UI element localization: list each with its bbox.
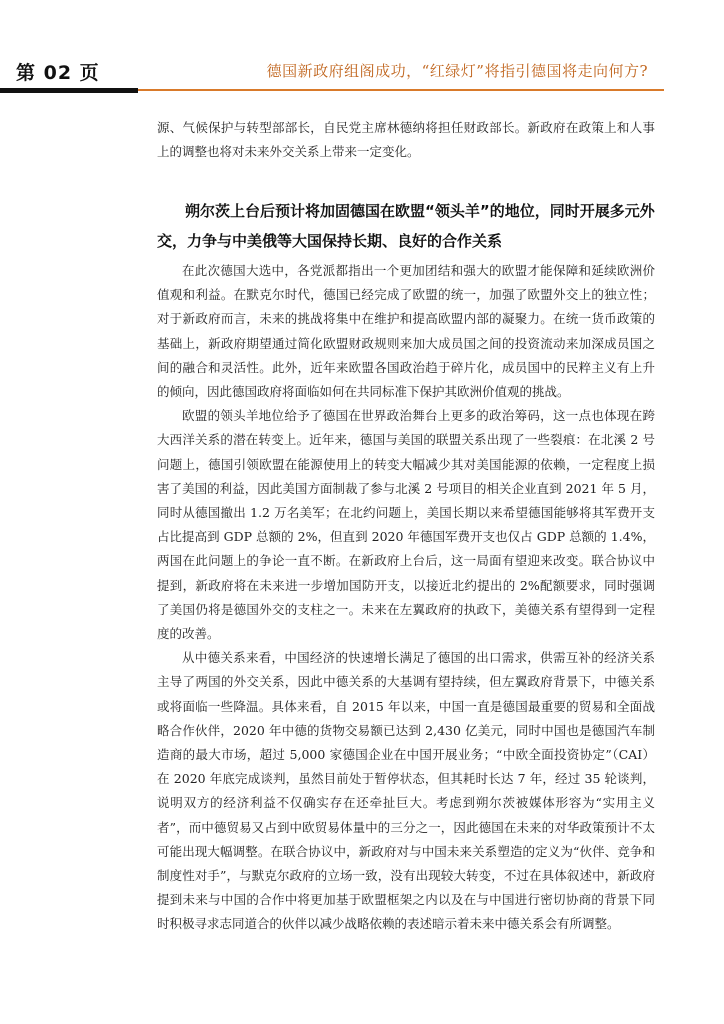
- section-heading: 朔尔茨上台后预计将加固德国在欧盟“领头羊”的地位，同时开展多元外交，力争与中美俄等大国保持长期、良好的合作关系: [157, 202, 655, 250]
- document-title: 德国新政府组阁成功，“红绿灯”将指引德国将走向何方?: [266, 62, 648, 80]
- page-number-label: 第 02 页: [16, 62, 100, 84]
- paragraph-transatlantic: 欧盟的领头羊地位给予了德国在世界政治舞台上更多的政治筹码，这一点也体现在跨大西洋关系的潜在转变上。近年来，德国与美国的联盟关系出现了一些裂痕：在北溪 2 号问题上，德国引领欧盟在能源使用上的转变大幅减少其对美国能源的依赖，一定程度上损害了美国的利益，因此美国方面制裁了参与北溪 2 号项目的相关企业直到 2021 年 5 月，同时从德国撤出 1.2 万名美军；在北约问题上，美国长期以来希望德国能够将其军费开支占比提高到 GDP 总额的 2%，但直到 2020 年德国军费开支也仅占 GDP 总额的 1.4%，两国在此问题上的争论一直不断。在新政府上台后，这一局面有望迎来改变。联合协议中提到，新政府将在未来进一步增加国防开支，以接近北约提出的 2%配额要求，同时强调了美国仍将是德国外交的支柱之一。未来在左翼政府的执政下，美德关系有望得到一定程度的改善。: [157, 408, 655, 642]
- header-rule-black: [0, 88, 138, 93]
- paragraph-sino-german: 从中德关系来看，中国经济的快速增长满足了德国的出口需求，供需互补的经济关系主导了两国的外交关系，因此中德关系的大基调有望持续，但左翼政府背景下，中德关系或将面临一些降温。具体来看，自 2015 年以来，中国一直是德国最重要的贸易和全面战略合作伙伴，2020 年中德的货物交易额已达到 2,430 亿美元，同时中国也是德国汽车制造商的最大市场，超过 5,000 家德国企业在中国开展业务；“中欧全面投资协定”（CAI）在 2020 年底完成谈判，虽然目前处于暂停状态，但其耗时长达 7 年，经过 35 轮谈判，说明双方的经济利益不仅确实存在还牵扯巨大。考虑到朔尔茨被媒体形容为“实用主义者”，而中德贸易又占到中欧贸易体量中的三分之一，因此德国在未来的对华政策预计不太可能出现大幅调整。在联合协议中，新政府对与中国未来关系塑造的定义为“伙伴、竞争和制度性对手”，与默克尔政府的立场一致，没有出现较大转变，不过在具体叙述中，新政府提到未来与中国的合作中将更加基于欧盟框架之内以及在与中国进行密切协商的背景下同时积极寻求志同道合的伙伴以减少战略依赖的表述暗示着未来中德关系会有所调整。: [157, 650, 655, 932]
- body-paragraphs: [157, 259, 655, 937]
- paragraph-eu-cohesion: 在此次德国大选中，各党派都指出一个更加团结和强大的欧盟才能保障和延续欧洲价值观和利益。在默克尔时代，德国已经完成了欧盟的统一，加强了欧盟外交上的独立性；对于新政府而言，未来的挑战将集中在维护和提高欧盟内部的凝聚力。在统一货币政策的基础上，新政府期望通过简化欧盟财政规则来加大成员国之间的投资流动来加深成员国之间的融合和灵活性。此外，近年来欧盟各国政治趋于碎片化，成员国中的民粹主义有上升的倾向，因此德国政府将面临如何在共同标准下保护其欧洲价值观的挑战。: [157, 263, 655, 400]
- continuation-text: [157, 116, 655, 164]
- continuation-paragraph: 源、气候保护与转型部部长，自民党主席林德纳将担任财政部长。新政府在政策上和人事上的调整也将对未来外交关系上带来一定变化。: [157, 120, 655, 160]
- header-rule-orange: [138, 89, 664, 91]
